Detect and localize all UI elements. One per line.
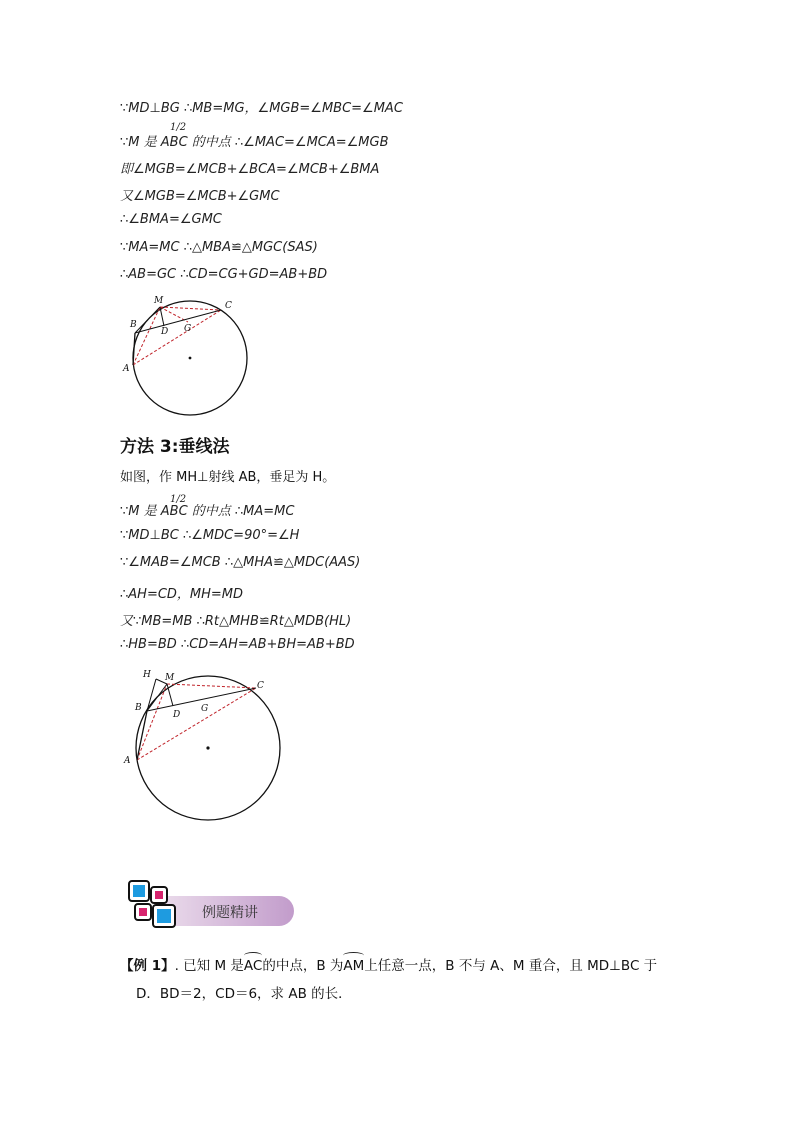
label-B: B — [130, 320, 137, 330]
proof-line: ∵M 是 ABC 的中点 ∴MA=MC — [120, 504, 295, 519]
proof-line: ∵M 是 ABC 的中点 ∴∠MAC=∠MCA=∠MGB — [120, 135, 389, 150]
label-D: D — [161, 327, 169, 337]
label-M: M — [165, 673, 175, 683]
section-heading: 方法 3:垂线法 — [120, 437, 230, 457]
arc-mark: 1/2 — [170, 122, 187, 133]
proof-line: 即∠MGB=∠MCB+∠BCA=∠MCB+∠BMA — [120, 162, 380, 177]
label-D: D — [173, 710, 181, 720]
label-H: H — [143, 670, 151, 680]
example-label: 【例 1】 — [120, 958, 175, 974]
label-C: C — [257, 681, 264, 691]
proof-line: ∵∠MAB=∠MCB ∴△MHA≌△MDC(AAS) — [120, 555, 361, 570]
proof-line: 又∵MB=MB ∴Rt△MHB≌Rt△MDB(HL) — [120, 614, 352, 629]
example-1-line-2: D．BD＝2，CD＝6，求 AB 的长． — [136, 986, 352, 1002]
section-banner — [126, 876, 296, 934]
label-B: B — [135, 703, 142, 713]
arc-mark: 1/2 — [170, 494, 187, 505]
segment-BH — [147, 679, 156, 711]
example-text: 的中点，B 为 — [262, 958, 344, 974]
figure-1 — [118, 292, 258, 422]
segment-BC — [135, 310, 221, 333]
segment-MD — [160, 307, 164, 326]
segment-MC — [160, 307, 221, 310]
proof-line: ∵MA=MC ∴△MBA≌△MGC(SAS) — [120, 240, 318, 255]
label-C: C — [225, 301, 232, 311]
banner-bar — [166, 896, 294, 926]
proof-line: ∴∠BMA=∠GMC — [120, 212, 222, 227]
blocks-icon — [126, 878, 178, 930]
proof-line: 又∠MGB=∠MCB+∠GMC — [120, 189, 280, 204]
banner-title: 例题精讲 — [202, 905, 258, 921]
example-text: 上任意一点，B 不与 A、M 重合，且 MD⊥BC 于 — [364, 958, 658, 974]
proof-line: ∴HB=BD ∴CD=AH=AB+BH=AB+BD — [120, 637, 355, 652]
figure-2 — [118, 664, 288, 826]
proof-line: ∵MD⊥BG ∴MB=MG，∠MGB=∠MBC=∠MAC — [120, 101, 403, 116]
example-text: . 已知 M 是 — [174, 958, 244, 974]
proof-line: ∵MD⊥BC ∴∠MDC=90°=∠H — [120, 528, 300, 543]
arc-AM: AM — [343, 958, 365, 974]
proof-line: ∴AH=CD，MH=MD — [120, 587, 244, 602]
label-M: M — [154, 296, 164, 306]
label-A: A — [124, 756, 131, 766]
segment-MB — [135, 307, 160, 333]
proof-line: ∴AB=GC ∴CD=CG+GD=AB+BD — [120, 267, 328, 282]
label-G: G — [201, 704, 209, 714]
label-G: G — [184, 324, 192, 334]
arc-AC: AC — [243, 958, 263, 974]
intro-text: 如图，作 MH⊥射线 AB，垂足为 H。 — [120, 470, 336, 485]
center-point — [189, 357, 192, 360]
label-A: A — [123, 364, 130, 374]
center-point — [206, 746, 209, 749]
example-1-line-1 — [120, 954, 657, 974]
